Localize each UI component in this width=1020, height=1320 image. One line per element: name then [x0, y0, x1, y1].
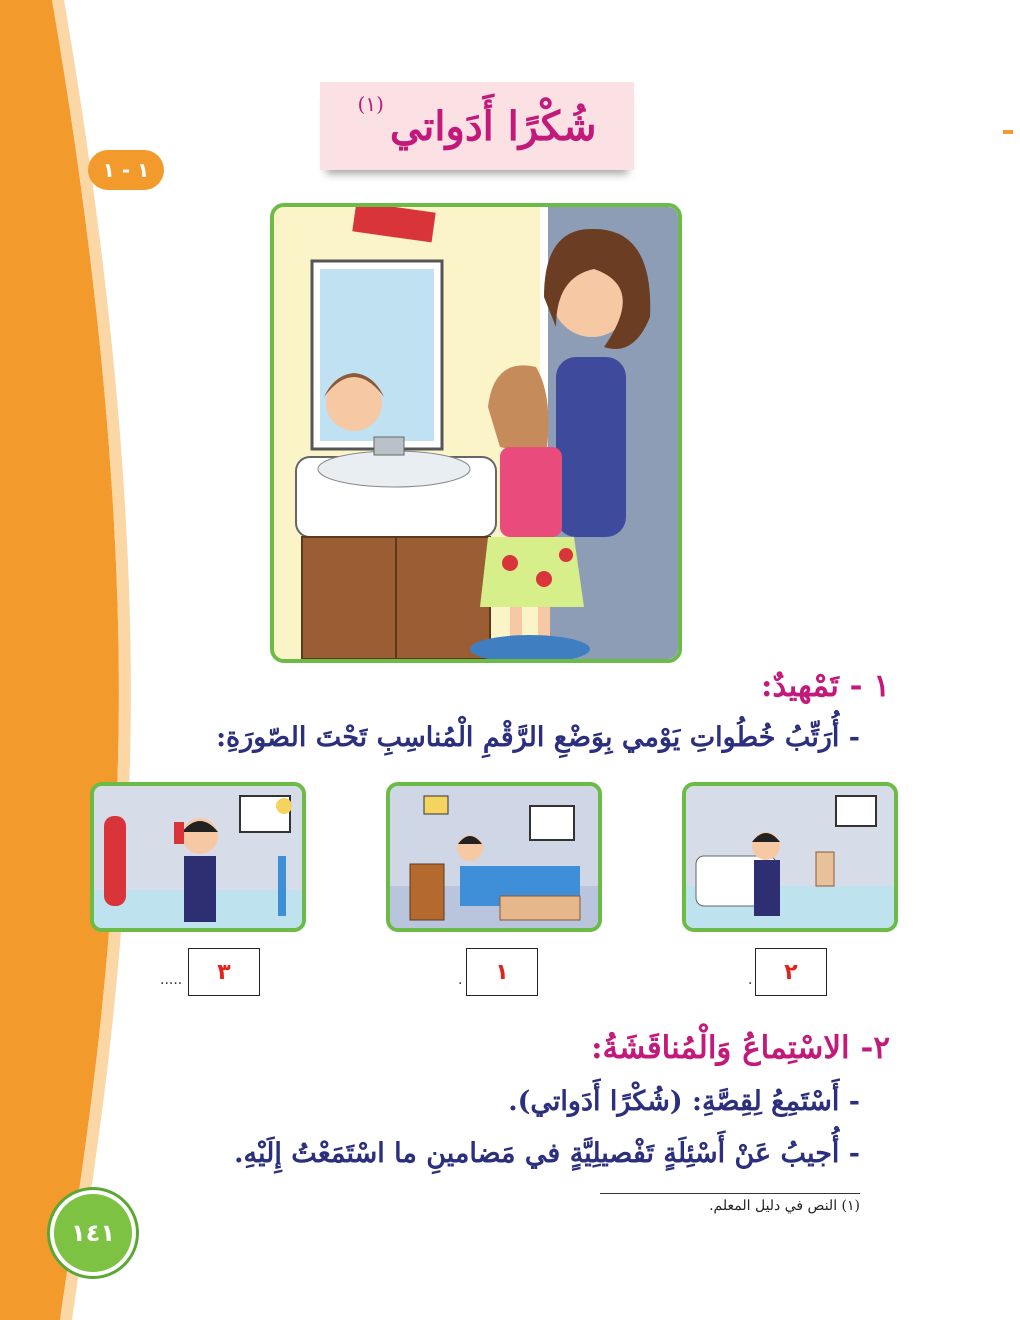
step-number-box[interactable]: ٣ [188, 948, 260, 996]
step-number-box[interactable]: ١ [466, 948, 538, 996]
lesson-number-badge: ١ - ١ [88, 150, 164, 190]
title-footnote-marker: (١) [357, 92, 384, 116]
step-picture-waking-up [386, 782, 602, 932]
bathroom-illustration [270, 203, 682, 663]
section2-item: - أُجيبُ عَنْ أَسْئِلَةٍ تَفْصيلِيَّةٍ في مَضامينِ ما اسْتَمَعْتُ إِلَيْهِ. [234, 1138, 860, 1169]
girl-brushing-teeth-image [274, 207, 678, 659]
section1-heading: ١ - تَمْهيدٌ: [760, 668, 890, 704]
lesson-title: شُكْرًا أَدَواتي [389, 102, 597, 150]
section2-item: - أَسْتَمِعُ لِقِصَّةِ: (شُكْرًا أَدَواتي). [508, 1086, 860, 1117]
lesson-title-box [320, 82, 634, 170]
footnote: (١) النص في دليل المعلم. [709, 1198, 860, 1214]
section1-instruction: - أُرَتِّبُ خُطُواتِ يَوْمي بِوَضْعِ الرَّقْمِ الْمُناسِبِ تَحْتَ الصّورَةِ: [216, 722, 860, 753]
page-number: ١٤١ [50, 1190, 136, 1276]
footnote-divider [600, 1193, 860, 1194]
step-picture-washing-face [682, 782, 898, 932]
section2-heading: ٢- الاسْتِماعُ وَالْمُناقَشَةُ: [591, 1030, 890, 1066]
answer-dots: . [458, 972, 463, 988]
boy-waking-up-image [390, 786, 598, 928]
boy-washing-face-image [686, 786, 894, 928]
answer-dots: . [748, 972, 753, 988]
margin-mark [1003, 130, 1013, 134]
answer-dots: ..... [160, 972, 183, 988]
step-number-box[interactable]: ٢ [755, 948, 827, 996]
step-picture-combing-hair [90, 782, 306, 932]
boy-combing-hair-image [94, 786, 302, 928]
orange-page-edge [0, 0, 140, 1320]
